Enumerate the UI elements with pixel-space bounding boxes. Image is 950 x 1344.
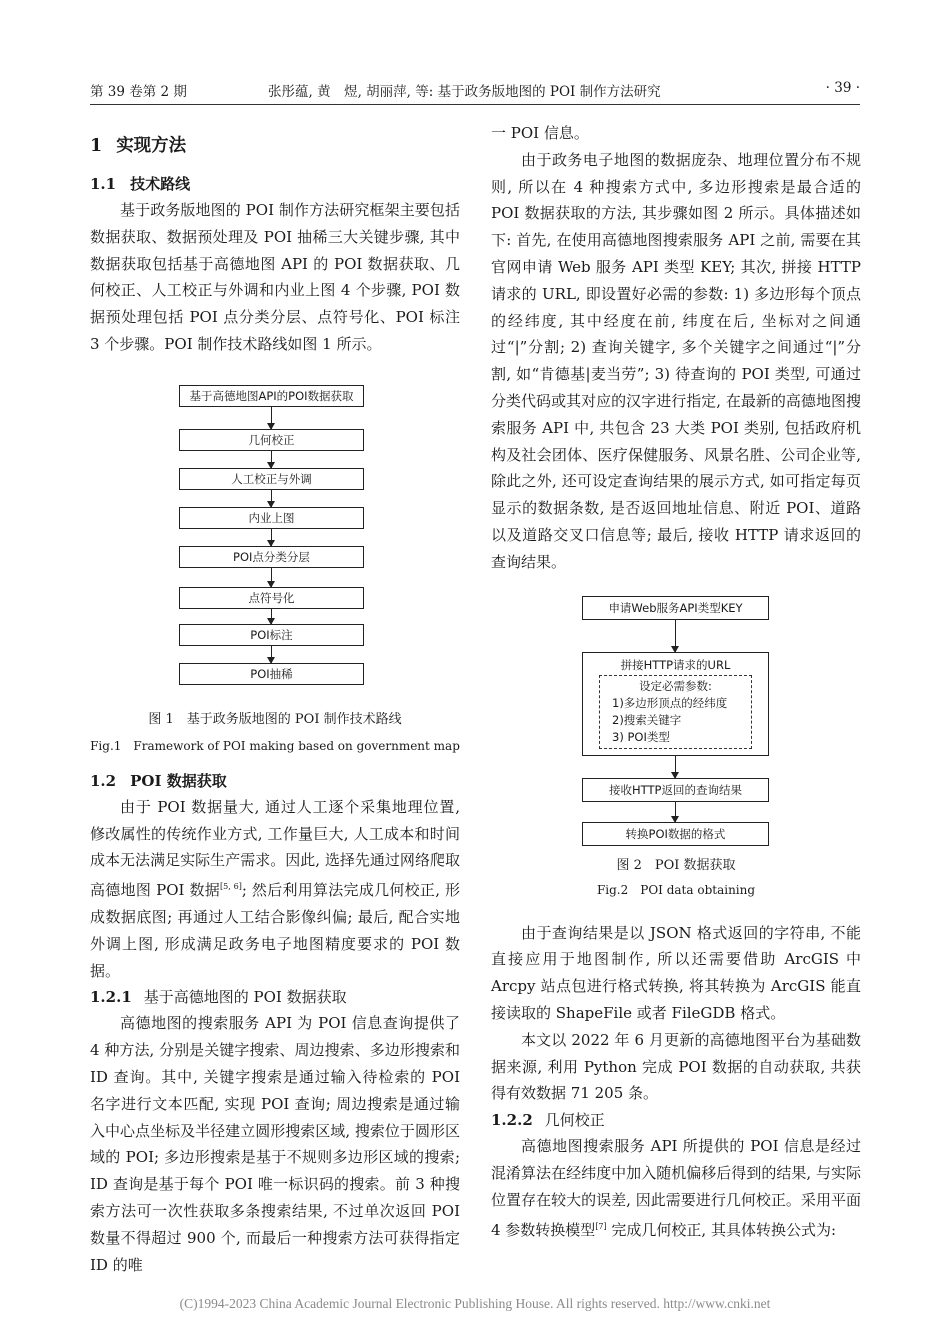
section-heading-1-1: [90, 171, 460, 197]
citation: [5, 6]: [220, 882, 242, 892]
figure-1-caption-en: Fig.1 Framework of POI making based on government map: [90, 738, 460, 753]
section-number: 1.2.1: [90, 988, 132, 1007]
section-number: 1: [90, 136, 103, 156]
copyright-footer: (C)1994-2023 China Academic Journal Electronic Publishing House. All rights reserved. http://www.cnki.net: [179, 1296, 771, 1311]
flow-box: POI抽稀: [179, 663, 364, 685]
section-title: 技术路线: [130, 175, 191, 193]
paragraph-text: 完成几何校正, 其具体转换公式为:: [606, 1220, 837, 1239]
flow-box: 人工校正与外调: [179, 468, 364, 490]
paragraph-continued: 一 POI 信息。: [491, 124, 589, 142]
section-number: 1.2: [90, 771, 117, 790]
section-title: 基于高德地图的 POI 数据获取: [143, 988, 347, 1007]
flow-arrow: [271, 451, 272, 468]
right-column: [491, 120, 861, 1243]
flow-box-url: [582, 652, 769, 756]
param-item: 3) POI类型: [612, 729, 670, 744]
paragraph: 高德地图的搜索服务 API 为 POI 信息查询提供了 4 种方法, 分别是关键字搜索、周边搜索、多边形搜索和 ID 查询。其中, 关键字搜索是通过输入待检索的 POI 名字进行文本匹配, 实现 POI 查询; 周边搜索是通过输入中心点坐标及半径建立圆形搜索区域, 搜索位于圆形区域的 POI; 多边形搜索是基于不规则多边形区域的搜索; ID 查询是基于每个 POI 唯一标识码的搜索。前 3 种搜索方法可一次性获取多条搜索结果, 不过单次返回 POI 数量不得超过 900 个, 而最后一种搜索方法可获得指定 ID 的唯: [90, 1014, 460, 1274]
paragraph: [491, 1133, 861, 1243]
section-title: 几何校正: [544, 1111, 605, 1130]
flow-box: 点符号化: [179, 587, 364, 609]
left-column: [90, 120, 460, 1278]
flow-arrow: [271, 529, 272, 546]
figure-1-caption-zh: 图 1 基于政务版地图的 POI 制作技术路线: [148, 711, 402, 727]
running-header: [90, 78, 860, 102]
params-group: [599, 675, 752, 749]
flow-arrow: [271, 407, 272, 429]
flow-box: 申请Web服务API类型KEY: [582, 596, 769, 620]
paragraph-text: 由于 POI 数据量大, 通过人工逐个采集地理位置, 修改属性的传统作业方式, 工作量巨大, 人工成本和时间成本无法满足实际生产需求。因此, 选择先通过网络爬取高德地图 POI 数据: [90, 797, 460, 900]
flow-arrow: [675, 756, 676, 778]
paragraph-text: 高德地图搜索服务 API 所提供的 POI 信息是经过混淆算法在经纬度中加入随机偏移后得到的结果, 与实际位置存在较大的误差, 因此需要进行几何校正。采用平面 4 参数转换模型: [491, 1137, 861, 1239]
flow-box: POI点分类分层: [179, 546, 364, 568]
flow-box: 几何校正: [179, 429, 364, 451]
figure-1: [90, 368, 460, 698]
paragraph: 基于政务版地图的 POI 制作方法研究框架主要包括数据获取、数据预处理及 POI 抽稀三大关键步骤, 其中数据获取包括基于高德地图 API 的 POI 数据获取、几何校正、人工校正与外调和内业上图 4 个步骤, POI 数据预处理包括 POI 点分类分层、点符号化、POI 标注 3 个步骤。POI 制作技术路线如图 1 所示。: [90, 201, 460, 353]
figure-2-caption-zh: 图 2 POI 数据获取: [616, 857, 736, 873]
paragraph: 由于查询结果是以 JSON 格式返回的字符串, 不能直接应用于地图制作, 所以还需要借助 ArcGIS 中 Arcpy 站点包进行格式转换, 将其转换为 ArcGIS 能直接读取的 ShapeFile 或者 FileGDB 格式。: [491, 923, 861, 1022]
paragraph: 本文以 2022 年 6 月更新的高德地图平台为基础数据来源, 利用 Python 完成 POI 数据的自动获取, 共获得有效数据 71 205 条。: [491, 1030, 861, 1103]
paragraph: 由于政务电子地图的数据庞杂、地理位置分布不规则, 所以在 4 种搜索方式中, 多边形搜索是最合适的 POI 数据获取的方法, 其步骤如图 2 所示。具体描述如下: 首先, 在使用高德地图搜索服务 API 之前, 需要在其官网申请 Web 服务 API 类型 KEY; 其次, 拼接 HTTP 请求的 URL, 即设置好必需的参数: 1) 多边形每个顶点的经纬度, 其中经度在前, 纬度在后, 坐标对之间通过“|”分割; 2) 查询关键字, 多个关键字之间通过“|”分割, 如“肯德基|麦当劳”; 3) 待查询的 POI 类型, 可通过分类代码或其对应的汉字进行指定, 在最新的高德地图搜索服务 API 中, 共包含 23 大类 POI 类别, 包括政府机构及社会团体、医疗保健服务、风景名胜、公司企业等, 除此之外, 还可设定查询结果的展示方式, 如可指定每页显示的数据条数, 是否返回地址信息、附近 POI、道路以及道路交叉口信息等; 最后, 接收 HTTP 请求返回的查询结果。: [491, 150, 861, 571]
figure-2: [491, 596, 861, 841]
param-item: 2)搜索关键字: [612, 712, 682, 727]
flow-arrow: [271, 646, 272, 663]
paragraph-text: ; 然后利用算法完成几何校正, 形成数据底图; 再通过人工结合影像纠偏; 最后, 配合实地外调上图, 形成满足政务电子地图精度要求的 POI 数据。: [90, 881, 461, 980]
section-number: 1.1: [90, 175, 117, 193]
param-item: 1)多边形顶点的经纬度: [612, 695, 728, 710]
flow-arrow: [271, 568, 272, 587]
section-title: POI 数据获取: [130, 771, 227, 790]
paragraph: [90, 794, 460, 985]
params-title: 设定必需参数:: [639, 678, 712, 693]
flow-arrow: [675, 802, 676, 822]
section-heading-1-2: [90, 768, 460, 794]
page-number: · 39 ·: [825, 80, 860, 96]
flow-box: 基于高德地图API的POI数据获取: [179, 385, 364, 407]
section-heading-1-2-2: [491, 1107, 861, 1133]
flow-box: POI标注: [179, 624, 364, 646]
flow-box: 转换POI数据的格式: [582, 822, 769, 846]
flow-box-title: 拼接HTTP请求的URL: [620, 657, 731, 672]
flow-box: 内业上图: [179, 507, 364, 529]
section-number: 1.2.2: [491, 1111, 533, 1130]
section-heading-1: [90, 132, 460, 157]
header-divider: [90, 104, 860, 105]
journal-issue: 第 39 卷第 2 期: [90, 84, 187, 100]
flow-box: 接收HTTP返回的查询结果: [582, 778, 769, 802]
flow-arrow: [271, 609, 272, 624]
flow-arrow: [675, 620, 676, 652]
figure-2-caption-en: Fig.2 POI data obtaining: [596, 882, 756, 897]
flow-arrow: [271, 490, 272, 507]
section-heading-1-2-1: [90, 984, 460, 1010]
section-title: 实现方法: [116, 136, 187, 156]
citation: [7]: [595, 1221, 607, 1231]
article-authors-title: 张彤蕴, 黄 煜, 胡丽萍, 等: 基于政务版地图的 POI 制作方法研究: [268, 84, 661, 100]
